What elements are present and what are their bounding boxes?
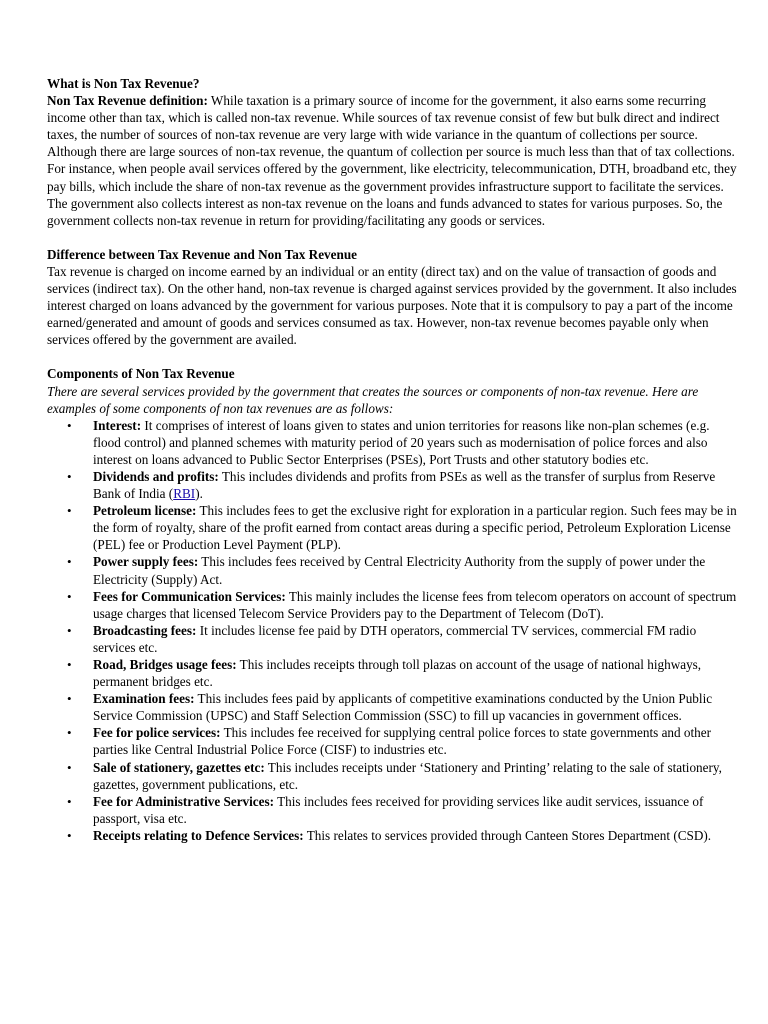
components-intro: There are several services provided by the government that creates the sources or components of non-tax revenue. Here are examples of some components of non tax revenues are as follows: bbox=[47, 383, 699, 416]
bullet-icon: • bbox=[67, 417, 72, 433]
bullet-icon: • bbox=[67, 725, 72, 741]
item-text: This includes fees to get the exclusive right for exploration in a particular region. Such fees may be in the form of royalty, share of the profit earned from contact areas during a specific period, Petroleum Exploration License (PEL) fee or Production Level Payment (PLP). bbox=[93, 503, 737, 553]
item-text: This relates to services provided through Canteen Stores Department (CSD). bbox=[303, 827, 712, 843]
item-term: Broadcasting fees: bbox=[93, 622, 197, 638]
item-text: This includes receipts through toll plazas on account of the usage of national highways, permanent bridges etc. bbox=[93, 657, 702, 690]
item-text: This includes dividends and profits from PSEs as well as the transfer of surplus from Reserve Bank of India ( bbox=[93, 468, 716, 502]
list-item bbox=[47, 553, 737, 587]
list-item bbox=[47, 827, 737, 844]
item-term: Petroleum license: bbox=[93, 503, 197, 519]
list-item bbox=[47, 502, 737, 553]
item-text: It comprises of interest of loans given to states and union territories for reasons like non-plan schemes (e.g. flood control) and planned schemes with maturity period of 20 years such as modernisation of police forces and also interest on loans advanced to Public Sector Enterprises (PSEs), Port Trusts and other statutory bodies etc. bbox=[93, 417, 710, 467]
item-term: Road, Bridges usage fees: bbox=[93, 657, 237, 672]
list-item bbox=[47, 622, 737, 656]
bullet-icon: • bbox=[67, 793, 72, 809]
list-item bbox=[47, 468, 737, 502]
item-text: This includes fee received for supplying central police forces to state governments and other parties like Central Industrial Police Force (CISF) to industries etc. bbox=[93, 725, 712, 758]
list-item bbox=[47, 759, 737, 793]
bullet-icon: • bbox=[67, 691, 72, 707]
list-item bbox=[47, 690, 737, 724]
section-what-is-non-tax-revenue bbox=[47, 75, 737, 229]
item-text: This includes fees paid by applicants of competitive examinations conducted by the Union Public Service Commission (UPSC) and Staff Selection Commission (SSC) to fill up vacancies in government offices. bbox=[93, 691, 713, 724]
list-item bbox=[47, 724, 737, 758]
item-term: Power supply fees: bbox=[93, 554, 199, 570]
difference-paragraph: Tax revenue is charged on income earned by an individual or an entity (direct tax) and on the value of transaction of goods and services (indirect tax). On the other hand, non-tax revenue is charged against services provided by the government. It also includes interest charged on loans advanced by the government for various purposes. Note that it is compulsory to pay a part of the income earned/generated and amount of goods and services consumed as tax. However, non-tax revenue becomes payable only when services offered by the government are availed. bbox=[47, 263, 737, 348]
item-term: Fees for Communication Services: bbox=[93, 588, 286, 604]
definition-term: Non Tax Revenue definition: bbox=[47, 93, 208, 109]
section-heading: What is Non Tax Revenue? bbox=[47, 76, 200, 91]
item-term: Fee for Administrative Services: bbox=[93, 793, 275, 809]
bullet-icon: • bbox=[67, 588, 72, 604]
list-item bbox=[47, 588, 737, 622]
definition-text: While taxation is a primary source of income for the government, it also earns some recurring income other than tax, which is called non-tax revenue. While sources of tax revenue consist of few but bulk direct and indirect taxes, the number of sources of non-tax revenue are very large with wide variance in the quantum of collections per source. Although there are large sources of non-tax revenue, the quantum of collection per source is much less than that of tax collections. For instance, when people avail services offered by the government, like electricity, telecommunication, DTH, broadband etc, they pay bills, which include the share of non-tax revenue as the government provides infrastructure support to facilitate the services. The government also collects interest as non-tax revenue on the loans and funds advanced to states for various purposes. So, the government collects non-tax revenue in return for providing/facilitating any goods or services. bbox=[47, 93, 737, 228]
section-heading: Difference between Tax Revenue and Non Tax Revenue bbox=[47, 246, 358, 262]
item-term: Fee for police services: bbox=[93, 725, 221, 741]
list-item bbox=[47, 417, 737, 468]
list-item bbox=[47, 793, 737, 827]
bullet-icon: • bbox=[67, 622, 72, 638]
bullet-icon: • bbox=[67, 554, 72, 570]
section-components bbox=[47, 365, 737, 844]
list-item bbox=[47, 656, 737, 690]
document-page bbox=[47, 75, 737, 844]
components-list bbox=[47, 417, 737, 844]
item-text: It includes license fee paid by DTH operators, commercial TV services, commercial FM radio services etc. bbox=[93, 622, 697, 655]
item-term: Interest: bbox=[93, 417, 142, 433]
item-term: Dividends and profits: bbox=[93, 468, 219, 484]
item-term: Examination fees: bbox=[93, 691, 195, 707]
item-text: This includes fees received for providing services like audit services, issuance of passport, visa etc. bbox=[93, 793, 704, 826]
item-text: This includes fees received by Central Electricity Authority from the supply of power under the Electricity (Supply) Act. bbox=[93, 554, 706, 587]
section-heading: Components of Non Tax Revenue bbox=[47, 366, 235, 382]
bullet-icon: • bbox=[67, 827, 72, 843]
definition-paragraph bbox=[47, 92, 737, 229]
item-text-after-link: ). bbox=[195, 486, 203, 502]
bullet-icon: • bbox=[67, 657, 72, 672]
item-text: This includes receipts under ‘Stationery and Printing’ relating to the sale of stationery, gazettes, government publications, etc. bbox=[93, 759, 722, 792]
rbi-link[interactable]: RBI bbox=[173, 486, 196, 502]
section-difference bbox=[47, 246, 737, 349]
bullet-icon: • bbox=[67, 759, 72, 775]
item-term: Receipts relating to Defence Services: bbox=[93, 827, 304, 843]
bullet-icon: • bbox=[67, 503, 72, 519]
bullet-icon: • bbox=[67, 468, 72, 484]
item-term: Sale of stationery, gazettes etc: bbox=[93, 759, 265, 775]
item-text: This mainly includes the license fees from telecom operators on account of spectrum usage charges that licensed Telecom Service Providers pay to the Department of Telecom (DoT). bbox=[93, 588, 737, 621]
